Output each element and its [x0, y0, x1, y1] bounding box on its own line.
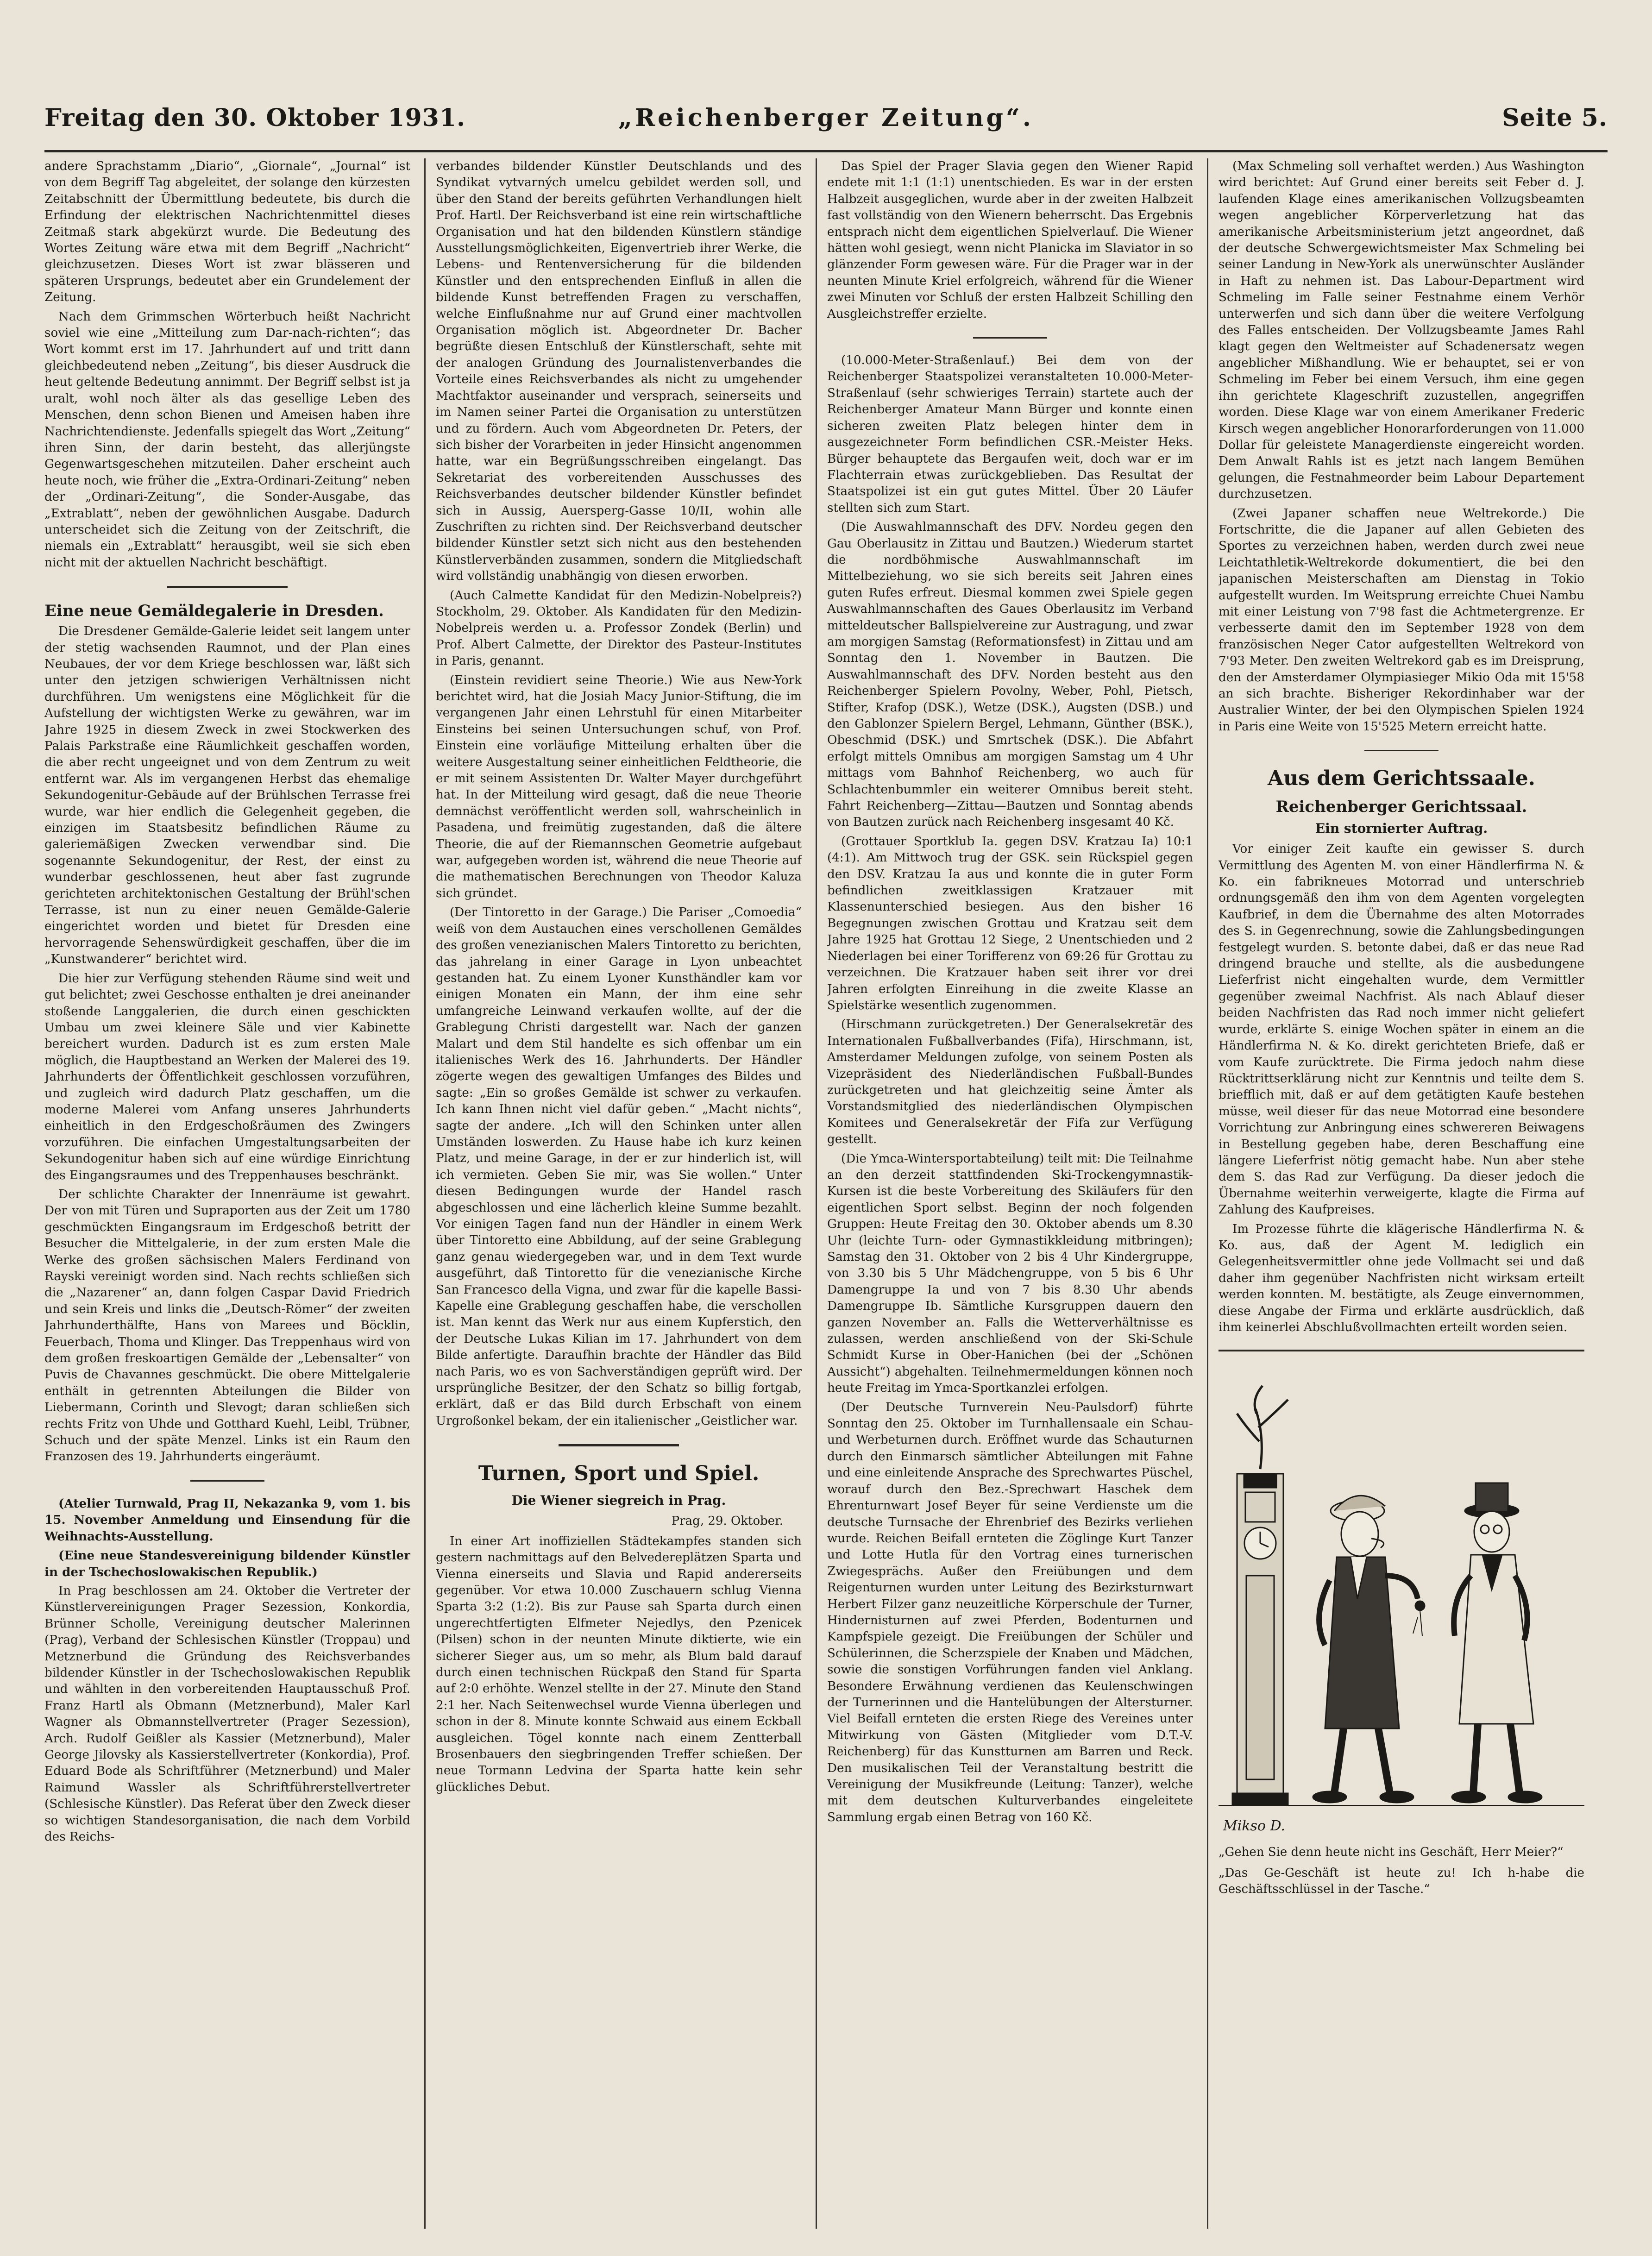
section-headline: Aus dem Gerichtssaale. — [1267, 767, 1535, 791]
column-rule — [1207, 158, 1208, 2229]
newspaper-title: „Reichenberger Zeitung“. — [618, 104, 1034, 132]
news-item: (Max Schmeling soll verhaftet werden.) Aus Washington wird berichtet: Auf Grund einer bereits seit Feber d. J. laufenden Klage eines amerikanischen Vollzugsbeamten wegen angeblicher Körperverletzung hat das amerikanische Arbeitsministerium jetzt angeordnet, daß der deutsche Schwergewichtsmeister Max Schmeling bei seiner Landung in New-York als unerwünschter Ausländer in Haft zu nehmen ist. Das Labour-Department wird Schmeling im Falle seiner Festnahme einem Verhör unterwerfen und sich dann über die weitere Verfolgung des Falles entscheiden. Der Vollzugsbeamte James Rahl klagt gegen den Weltmeister auf Schadenersatz wegen angeblicher Mißhandlung. Wie er behauptet, sei er von Schmeling im Feber bei einem Versuch, ihm eine gegen ihn gerichtete Klageschrift zuzustellen, angegriffen worden. Diese Klage war von einem Amerikaner Frederic Kirsch wegen angeblicher Honorarforderungen von 11.000 Dollar für geleistete Managerdienste eingereicht worden. Dem Anwalt Rahls ist es jetzt nach langem Bemühen gelungen, die Festnahmeorder beim Labour Departement durchzusetzen. — [1219, 159, 1584, 502]
column-rule — [816, 158, 817, 2229]
news-item: (Der Deutsche Turnverein Neu-Paulsdorf) führte Sonntag den 25. Oktober im Turnhallensaale ein Schau- und Werbeturnen durch. Eröffnet wurde das Schauturnen durch den Einmarsch sämtlicher Abteilungen mit Fahne und eine einleitende Ansprache des Sprechwartes Püschel, worauf durch den Bez.-Sprechwart Haschek dem Ehrenturnwart Josef Beyer für seine Verdienste um die deutsche Turnsache der Ehrenbrief des Bezirks verliehen wurde. Reichen Beifall ernteten die Zöglinge Kurt Tanzer und Lotte Hutla für den Vortrag eines turnerischen Zwiegesprächs. Außer den Freiübungen und dem Reigenturnen wurden unter Leitung des Bezirksturnwart Herbert Filzer ganz neuzeitliche Körperschule der Turner, Hindernisturnen auf zwei Pferden, Bodenturnen und Kampfspiele gezeigt. Die Freiübungen der Schüler und Schülerinnen, die Scherzspiele der Knaben und Mädchen, sowie die sonstigen Vorführungen fanden viel Anklang. Besondere Erwähnung verdienen das Keulenschwingen der Turnerinnen und die Hantelübungen der Altersturner. Viel Beifall ernteten die ersten Riege des Vereines unter Mitwirkung von Gästen (Mitglieder vom D.T.-V. Reichenberg) für das Kunstturnen am Barren und Reck. Den musikalischen Teil der Veranstaltung bestritt die Vereinigung der Musikfreunde (Leitung: Tanzer), welche mit dem deutschen Kulturverbandes eingeleitete Sammlung ergab einen Betrag von 160 Kč. — [827, 1400, 1193, 1824]
article-headline: Die Wiener siegreich in Prag. — [511, 1493, 726, 1508]
column-1 — [44, 158, 410, 2229]
article-separator — [973, 337, 1047, 339]
man-visitor-icon — [1452, 1483, 1542, 1803]
cartoon-signature: Mikso D. — [1223, 1818, 1286, 1835]
article-paragraph: andere Sprachstamm „Diario“, „Giornale“, „Journal“ ist von dem Begriff Tag abgeleitet, der solange den kürzesten Zeitabschnitt der Übermittlung bedeutete, bis durch die Erfindung der elektrischen Nachrichtenmittel dieses Zeitmaß stark abgekürzt wurde. Die Bedeutung des Wortes Zeitung wäre etwa mit dem Begriff „Nachricht“ gleichzusetzen. Dieses Wort ist zwar blässeren und späteren Ursprungs, bedeutet aber ein Grundelement der Zeitung. — [44, 159, 410, 305]
article-separator — [167, 586, 288, 588]
page-number: Seite 5. — [1502, 104, 1608, 132]
news-item: (Die Auswahlmannschaft des DFV. Nordeu gegen den Gau Oberlausitz in Zittau und Bautzen.) Wiederum startet die nordböhmische Auswahlmannschaft im Mittelbeziehung, wo sie sich bereits seit Jahren eines guten Rufes erfreut. Diesmal kommen zwei Spiele gegen Auswahlmannschaften des Gaues Oberlausitz im Verband mitteldeutscher Ballspielvereine zur Austragung, und zwar am morgigen Samstag (Reformationsfest) in Zittau und am Sonntag den 1. November in Bautzen. Die Auswahlmannschaft des DFV. Norden besteht aus den Reichenberger Spielern Povolny, Weber, Pohl, Pietsch, Stifter, Krafop (DSK.), Wetze (DSK.), Augsten (DSB.) und den Gablonzer Spielern Bergel, Lehmann, Günther (BSK.), Obeschmid (DSK.) und Smrtschek (DSK.). Die Abfahrt erfolgt mittels Omnibus am morgigen Samstag um 4 Uhr mittags vom Bahnhof Reichenberg, wo auch für Schlachtenbummler ein weiterer Omnibus bereit steht. Fahrt Reichenberg—Zittau—Bautzen und Sonntag abends von Bautzen zurück nach Reichenberg insgesamt 40 Kč. — [827, 520, 1193, 830]
dateline: Prag, 29. Oktober. — [671, 1514, 783, 1528]
masthead — [44, 99, 1608, 152]
news-item: (Der Tintoretto in der Garage.) Die Pariser „Comoedia“ weiß von dem Austauchen eines verschollenen Gemäldes des großen venezianischen Malers Tintoretto zu berichten, das jahrelang in einer Garage in Lyon unbeachtet gestanden hat. Zu einem Lyoner Kunsthändler kam vor einigen Monaten ein Mann, der ihm eine sehr umfangreiche Leinwand verkaufen wollte, auf der die Grablegung Christi dargestellt war. Nach der ganzen Malart und dem Stil handelte es sich offenbar um ein italienisches Werk des 16. Jahrhunderts. Der Händler zögerte wegen des gewaltigen Umfanges des Bildes und sagte: „Ein so großes Gemälde ist schwer zu verkaufen. Ich kann Ihnen nicht viel dafür geben.“ „Macht nichts“, sagte der andere. „Ich will den Schinken unter allen Umständen loswerden. Zu Hause habe ich kurz keinen Platz, und meine Garage, in der er zur hinderlich ist, will ich vermieten. Geben Sie mir, was Sie wollen.“ Unter diesen Bedingungen wurde der Handel rasch abgeschlossen und eine lächerlich kleine Summe bezahlt. Vor einigen Tagen fand nun der Händler in einem Werk über Tintoretto eine Abbildung, auf der seine Grablegung ganz genau wiedergegeben war, und in dem Text wurde ausgeführt, daß Tintoretto für die venezianische Kirche San Francesco della Vigna, und zwar für die kapelle Bassi-Kapelle eine Grablegung geschaffen habe, die verschollen ist. Man kennt das Werk nur aus einem Kupferstich, den der Deutsche Lukas Kilian im 17. Jahrhundert von dem Bilde anfertigte. Daraufhin brachte der Händler das Bild nach Paris, wo es von Sachverständigen geprüft wird. Der ursprüngliche Besitzer, der den Schatz so billig fortgab, erklärt, daß er das Bild durch Erbschaft von einem Urgroßonkel bekam, der ein italienischer „Geistlicher war. — [436, 905, 802, 1428]
article-paragraph: Nach dem Grimmschen Wörterbuch heißt Nachricht soviel wie eine „Mitteilung zum Dar-nach-richten“; das Wort kommt erst im 17. Jahrhundert auf und tritt dann gleichbedeutend neben „Zeitung“, bis dieser Ausdruck die heut geltende Bedeutung annimmt. Der Begriff selbst ist ja uralt, wohl noch älter als das gesellige Leben des Menschen, denn schon Bienen und Ameisen haben ihre Nachrichtendienste. Jedenfalls spiegelt das Wort „Zeitung“ ihren Sinn, der darin besteht, das allerjüngste Gegenwartsgeschehen mitzuteilen. Daher erscheint auch heute noch, wie früher die „Extra-Ordinari-Zeitung“ neben der „Ordinari-Zeitung“, die Sonder-Ausgabe, das „Extrablatt“, neben der gewöhnlichen Ausgabe. Dadurch unterscheidet sich die Zeitung von der Zeitschrift, die niemals ein „Extrablatt“ herausgibt, weil sie sich eben nicht mit der aktuellen Nachricht beschäftigt. — [44, 309, 410, 570]
column-3 — [827, 158, 1193, 2229]
article-paragraph: Im Prozesse führte die klägerische Händlerfirma N. & Ko. aus, daß der Agent M. lediglich ein Gelegenheitsvermittler ohne jede Vollmacht sei und daß daher ihm gegenüber Nachfristen nicht wirksam erteilt werden konnten. M. bestätigte, als Zeuge einvernommen, diese Angabe der Firma und erklärte ausdrücklich, daß ihm keinerlei Abschlußvollmachten erteilt worden seien. — [1219, 1222, 1584, 1334]
article-paragraph: Die hier zur Verfügung stehenden Räume sind weit und gut belichtet; zwei Geschosse enthalten je drei aneinander stoßende Langgalerien, die durch einen geschickten Umbau um zwei kleinere Säle und vier Kabinette bereichert wurden. Dadurch ist es zum ersten Male möglich, die Hauptbestand an Werken der Malerei des 19. Jahrhunderts der Öffentlichkeit geschlossen vorzuführen, und zugleich wird dadurch Platz geschaffen, um die moderne Malerei vom Anfang unseres Jahrhunderts einheitlich in den Erdgeschoßräumen des Zwingers vorzuführen. Die einfachen Umgestaltungsarbeiten der Sekundogenitur haben sich auf eine würdige Einrichtung des Eingangsraumes und des Treppenhauses beschränkt. — [44, 971, 410, 1182]
article-headline: Eine neue Gemäldegalerie in Dresden. — [44, 602, 384, 621]
section-headline: Turnen, Sport und Spiel. — [478, 1462, 760, 1486]
cartoon-drawing — [1219, 1358, 1584, 1840]
article-separator — [1364, 750, 1438, 751]
article-paragraph: In einer Art inoffiziellen Städtekampfes standen sich gestern nachmittags auf den Belvedereplätzen Sparta und Vienna einerseits und Slavia und Rapid andererseits gegenüber. Vor etwa 10.000 Zuschauern schlug Vienna Sparta 3:2 (1:2). Bis zur Pause sah Sparta durch einen ungerechtfertigten Elfmeter Nejedlys, den Pzenicek (Pilsen) schon in der neunten Minute diktierte, wie ein sicherer Sieger aus, um so mehr, als Blum bald darauf durch einen technischen Rückpaß den Stand für Sparta auf 2:0 erhöhte. Wenzel stellte in der 27. Minute den Stand 2:1 her. Nach Seitenwechsel wurde Vienna überlegen und schon in der 8. Minute konnte Schwaid aus einem Eckball ausgleichen. Tögel konnte nach einem Zentterball Brosenbauers den siegbringenden Treffer schießen. Der neue Tormann Ledvina der Sparta hatte kein sehr glückliches Debut. — [436, 1534, 802, 1794]
article-headline: Ein stornierter Auftrag. — [1315, 821, 1488, 836]
column-2 — [436, 158, 802, 2229]
news-item: (Atelier Turnwald, Prag II, Nekazanka 9, vom 1. bis 15. November Anmeldung und Einsendung für die Weihnachts-Ausstellung. — [44, 1496, 410, 1544]
cartoon-caption-line-2: „Das Ge-Geschäft ist heute zu! Ich h-habe die Geschäftsschlüssel in der Tasche.“ — [1219, 1866, 1584, 1897]
article-paragraph: Das Spiel der Prager Slavia gegen den Wiener Rapid endete mit 1:1 (1:1) unentschieden. Es war in der ersten Halbzeit ausgeglichen, wurde aber in der zweiten Halbzeit fast vollständig von den Wienern beherrscht. Das Ergebnis entsprach nicht dem eigentlichen Spielverlauf. Die Wiener hätten wohl gesiegt, wenn nicht Planicka im Slaviator in so glänzender Form gewesen wäre. Für die Prager war in der neunten Minute Kriel erfolgreich, während für die Wiener zwei Minuten vor Schluß der ersten Halbzeit Schilling den Ausgleichstreffer erzielte. — [827, 159, 1193, 321]
article-separator — [559, 1444, 679, 1446]
news-item: (Die Ymca-Wintersportabteilung) teilt mit: Die Teilnahme an den derzeit stattfindenden Ski-Trockengymnastik-Kursen ist die beste Vorbereitung des Skiläufers für den eigentlichen Sport selbst. Beginn der noch folgenden Gruppen: Heute Freitag den 30. Oktober abends um 8.30 Uhr (leichte Turn- oder Gymnastikkleidung mitbringen); Samstag den 31. Oktober von 2 bis 4 Uhr Kindergruppe, von 3.30 bis 5 Uhr Mädchengruppe, von 5 bis 6 Uhr Damengruppe Ia und von 7 bis 8.30 Uhr abends Damengruppe Ib. Sämtliche Kursgruppen dauern den ganzen November an. Falls die Wetterverhältnisse es zulassen, werden anschließend von der Ski-Schule Schmidt Kurse in Ober-Hanichen (bei der „Schönen Aussicht“) abgehalten. Teilnehmermeldungen können noch heute Freitag im Ymca-Sportkanzlei erfolgen. — [827, 1151, 1193, 1395]
news-item: (Zwei Japaner schaffen neue Weltrekorde.) Die Fortschritte, die die Japaner auf allen Gebieten des Sportes zu verzeichnen haben, werden durch zwei neue Leichtathletik-Weltrekorde dokumentiert, die bei den japanischen Meisterschaften am Dienstag in Tokio aufgestellt wurden. Im Weitsprung erreichte Chuei Nambu mit einer Leistung von 7'98 fast die Achtmetergrenze. Er verbesserte damit den im September 1928 von dem französischen Neger Cator aufgestellten Weltrekord von 7'93 Meter. Den zweiten Weltrekord gab es im Dreisprung, den der Amsterdamer Olympiasieger Mikio Oda mit 15'58 an sich brachte. Bisheriger Rekordinhaber war der Australier Winter, der bei den Olympischen Spielen 1924 in Paris eine Weite von 15'525 Metern erreicht hatte. — [1219, 506, 1584, 734]
column-rule — [424, 158, 426, 2229]
column-4 — [1219, 158, 1584, 2229]
cartoon-caption-line-1: „Gehen Sie denn heute nicht ins Geschäft, Herr Meier?“ — [1219, 1845, 1564, 1860]
news-item: (Auch Calmette Kandidat für den Medizin-Nobelpreis?) Stockholm, 29. Oktober. Als Kandidaten für den Medizin-Nobelpreis werden u. a. Professor Zondek (Berlin) und Prof. Albert Calmette, der Direktor des Pasteur-Institutes in Paris, genannt. — [436, 588, 802, 668]
article-paragraph: Der schlichte Charakter der Innenräume ist gewahrt. Der von mit Türen und Supraporten aus der Zeit um 1780 geschmückten Eingangsraum im Erdgeschoß betritt der Besucher die Mittelgalerie, in der zum ersten Male die Werke des großen sächsischen Malers Ferdinand von Rayski vereinigt worden sind. Nach rechts schließen sich die „Nazarener“ an, dann folgen Caspar David Friedrich und sein Kreis und links die „Deutsch-Römer“ der zweiten Jahrhunderthälfte, Hans von Marees und Böcklin, Feuerbach, Thoma und Klinger. Das Treppenhaus wird von dem großen freskoartigen Gemälde der „Lebensalter“ von Puvis de Chavannes geschmückt. Die obere Mittelgalerie enthält in getrennten Abteilungen die Bilder von Liebermann, Corinth und Slevogt; daran schließen sich rechts Fritz von Uhde und Gotthard Kuehl, Leibl, Trübner, Schuch und der späte Menzel. Links ist ein Raum den Franzosen des 19. Jahrhunderts eingeräumt. — [44, 1187, 410, 1464]
issue-date: Freitag den 30. Oktober 1931. — [44, 104, 466, 132]
news-item: (Hirschmann zurückgetreten.) Der Generalsekretär des Internationalen Fußballverbandes (Fifa), Hirschmann, ist, Amsterdamer Meldungen zufolge, von seinem Posten als Vizepräsident des Niederländischen Fußball-Bundes zurückgetreten und hat gleichzeitig seine Ämter als Vorstandsmitglied des niederländischen Olympischen Komitees und Generalsekretär der Fifa zur Verfügung gestellt. — [827, 1018, 1193, 1147]
news-item: (Grottauer Sportklub Ia. gegen DSV. Kratzau Ia) 10:1 (4:1). Am Mittwoch trug der GSK. sein Rückspiel gegen den DSV. Kratzau Ia aus und konnte die in guter Form befindlichen zweitklassigen Kratzauer mit Klassenunterschied besiegen. Aus den bisher 16 Begegnungen zwischen Grottau und Kratzau seit dem Jahre 1925 hat Grottau 12 Siege, 2 Unentschieden und 2 Niederlagen bei einer Torifferenz von 69:26 für Grottau zu verzeichnen. Die Kratzauer haben seit ihrer vor drei Jahren erfolgten Einreihung in die zweite Klasse an Spielstärke wesentlich zugenommen. — [827, 834, 1193, 1012]
article-paragraph: verbandes bildender Künstler Deutschlands und des Syndikat vytvarných umelcu gebildet werden soll, und über den Stand der bereits geführten Verhandlungen hielt Prof. Hartl. Der Reichsverband ist eine rein wirtschaftliche Organisation und hat den bildenden Künstlern ständige Ausstellungsmöglichkeiten, Eigenvertrieb ihrer Werke, die Lebens- und Rentenversicherung für die bildenden Künstler und den entsprechenden Einfluß in allen die bildende Kunst betreffenden Fragen zu verschaffen, welche Einflußnahme nur auf Grund einer machtvollen Organisation möglich ist. Abgeordneter Dr. Bacher begrüßte diesen Entschluß der Künstlerschaft, sehte mit der analogen Gründung des Journalistenverbandes die Vorteile eines Reichsverbandes als nicht zu umgehender Machtfaktor auseinander und versprach, seinerseits und im Namen seiner Partei die Organisation zu unterstützen und zu fördern. Auch vom Abgeordneten Dr. Peters, der sich bisher der Vorarbeiten in jeder Hinsicht angenommen hatte, war ein Begrüßungsschreiben eingelangt. Das Sekretariat des vorbereitenden Ausschusses des Reichsverbandes deutscher bildender Künstler befindet sich in Aussig, Auersperg-Gasse 10/II, wohin alle Zuschriften zu richten sind. Der Reichsverband deutscher bildender Künstler setzt sich nicht aus den bestehenden Künstlerverbänden zusammen, sondern die Mitgliedschaft wird vollständig unabhängig von diesen erworben. — [436, 159, 802, 584]
subsection-headline: Reichenberger Gerichtssaal. — [1275, 798, 1527, 817]
tree-icon — [1237, 1386, 1288, 1469]
newspaper-page — [44, 99, 1608, 2230]
news-item: (10.000-Meter-Straßenlauf.) Bei dem von der Reichenberger Staatspolizei veranstalteten 10.000-Meter-Straßenlauf (sehr schwieriges Terrain) startete auch der Reichenberger Amateur Mann Bürger und konnte einen sicheren zweiten Platz belegen hinter dem in ausgezeichneter Form befindlichen CSR.-Meister Heks. Bürger behauptete das Bergaufen weit, doch war er im Flachterrain etwas zurückgeblieben. Das Resultat der Staatspolizei ist ein gut gutes Mittel. Über 20 Läufer stellten sich zum Start. — [827, 353, 1193, 515]
news-item: (Einstein revidiert seine Theorie.) Wie aus New-York berichtet wird, hat die Josiah Macy Junior-Stiftung, die im vergangenen Jahr einen Lehrstuhl für einen Mitarbeiter Einsteins bei seinen Untersuchungen schuf, von Prof. Einstein eine vorläufige Mitteilung erhalten über die weitere Ausgestaltung seiner einheitlichen Feldtheorie, die er mit seinem Assistenten Dr. Walter Mayer durchgeführt hat. In der Mitteilung wird gesagt, daß die neue Theorie demnächst veröffentlicht werden soll, wahrscheinlich in Pasadena, und freimütig zugestanden, daß die ältere Theorie, die auf der Riemannschen Geometrie aufgebaut war, aufgegeben worden ist, während die neue Theorie auf die mathematischen Berechnungen von Theodor Kaluza sich gründet. — [436, 673, 802, 900]
man-meier-icon — [1313, 1496, 1425, 1803]
article-paragraph: In Prag beschlossen am 24. Oktober die Vertreter der Künstlervereinigungen Prager Sezession, Konkordia, Brünner Scholle, Vereinigung deutscher Malerinnen (Prag), Verband der Schlesischen Künstler (Troppau) und Metznerbund die Gründung des Reichsverbandes bildender Künstler in der Tschechoslowakischen Republik und wählten in den vorbereitenden Hauptausschuß Prof. Franz Hartl als Obmann (Metznerbund), Maler Karl Wagner als Obmannstellvertreter (Prager Sezession), Arch. Rudolf Geißler als Kassier (Metznerbund), Maler George Jilovsky als Kassierstellvertreter (Konkordia), Prof. Eduard Bode als Schriftführer (Metznerbund) und Maler Raimund Wassler als Schriftführerstellvertreter (Schlesische Künstler). Das Referat über den Zweck dieser so wichtigen Standesorganisation, die nach dem Vorbild des Reichs- — [44, 1584, 410, 1844]
article-paragraph: Vor einiger Zeit kaufte ein gewisser S. durch Vermittlung des Agenten M. von einer Händlerfirma N. & Ko. ein fabrikneues Motorrad und unterschrieb ordnungsgemäß den ihm von dem Agenten vorgelegten Kaufbrief, in dem die Übernahme des alten Motorrades des S. in Gegenrechnung, sowie die Zahlungsbedingungen festgelegt wurden. S. betonte dabei, daß er das neue Rad dringend brauche und stellte, als die ausbedungene Lieferfrist nicht eingehalten wurde, dem Vermittler gegenüber zweimal Nachfrist. Als nach Ablauf dieser beiden Nachfristen das Rad noch immer nicht geliefert wurde, erklärte S. einige Wochen später in einem an die Händlerfirma N. & Ko. direkt gerichteten Briefe, daß er vom Kaufe zurücktrete. Die Firma jedoch nahm diese Rücktrittserklärung nicht zur Kenntnis und teilte dem S. briefflich mit, daß er auf dem getätigten Kaufe bestehen müsse, weil dieser für das neue Motorrad eine besondere Vorrichtung zur Anbringung eines schwereren Beiwagens in Bestellung gegeben habe, deren Beschaffung eine längere Lieferfrist nötig gemacht habe. Nun aber stehe dem S. das Rad zur Verfügung. Da dieser jedoch die Übernahme weiterhin verweigerte, klagte die Firma auf Zahlung des Kaufpreises. — [1219, 842, 1584, 1217]
cartoon — [1219, 1350, 1584, 1840]
article-paragraph: Die Dresdener Gemälde-Galerie leidet seit langem unter der stetig wachsenden Raumnot, und der Plan eines Neubaues, der vor dem Kriege beschlossen war, läßt sich unter den jetzigen schwierigen Verhältnissen nicht durchführen. Um wenigstens eine Möglichkeit für die Aufstellung der wichtigsten Werke zu gewähren, war im Jahre 1925 in diesem Zweck in zwei Stockwerken des Palais Parkstraße eine Räumlichkeit geschaffen worden, die aber recht ungeeignet und von dem Zentrum zu weit entfernt war. Als im vergangenen Herbst das ehemalige Sekundogenitur-Gebäude auf der Brühlschen Terrasse frei wurde, war hier endlich die Gelegenheit gegeben, die einzigen im Staatsbesitz befindlichen Räume zu galeriemäßigen Zwecken verwendbar sind. Die sogenannte Sekundogenitur, der Rest, der einst zu wunderbar geschlossenen, heut aber fast zugrunde gerichteten architektonischen Gestaltung der Brühl'schen Terrasse, ist nun zu einer neuen Gemälde-Galerie eingerichtet worden und bietet für Dresden eine hervorragende Sehenswürdigkeit geschaffen, über die im „Kunstwanderer“ berichtet wird. — [44, 624, 410, 967]
news-item-headline: (Eine neue Standesvereinigung bildender Künstler in der Tschechoslowakischen Republik.) — [44, 1548, 410, 1579]
article-separator — [190, 1480, 264, 1482]
